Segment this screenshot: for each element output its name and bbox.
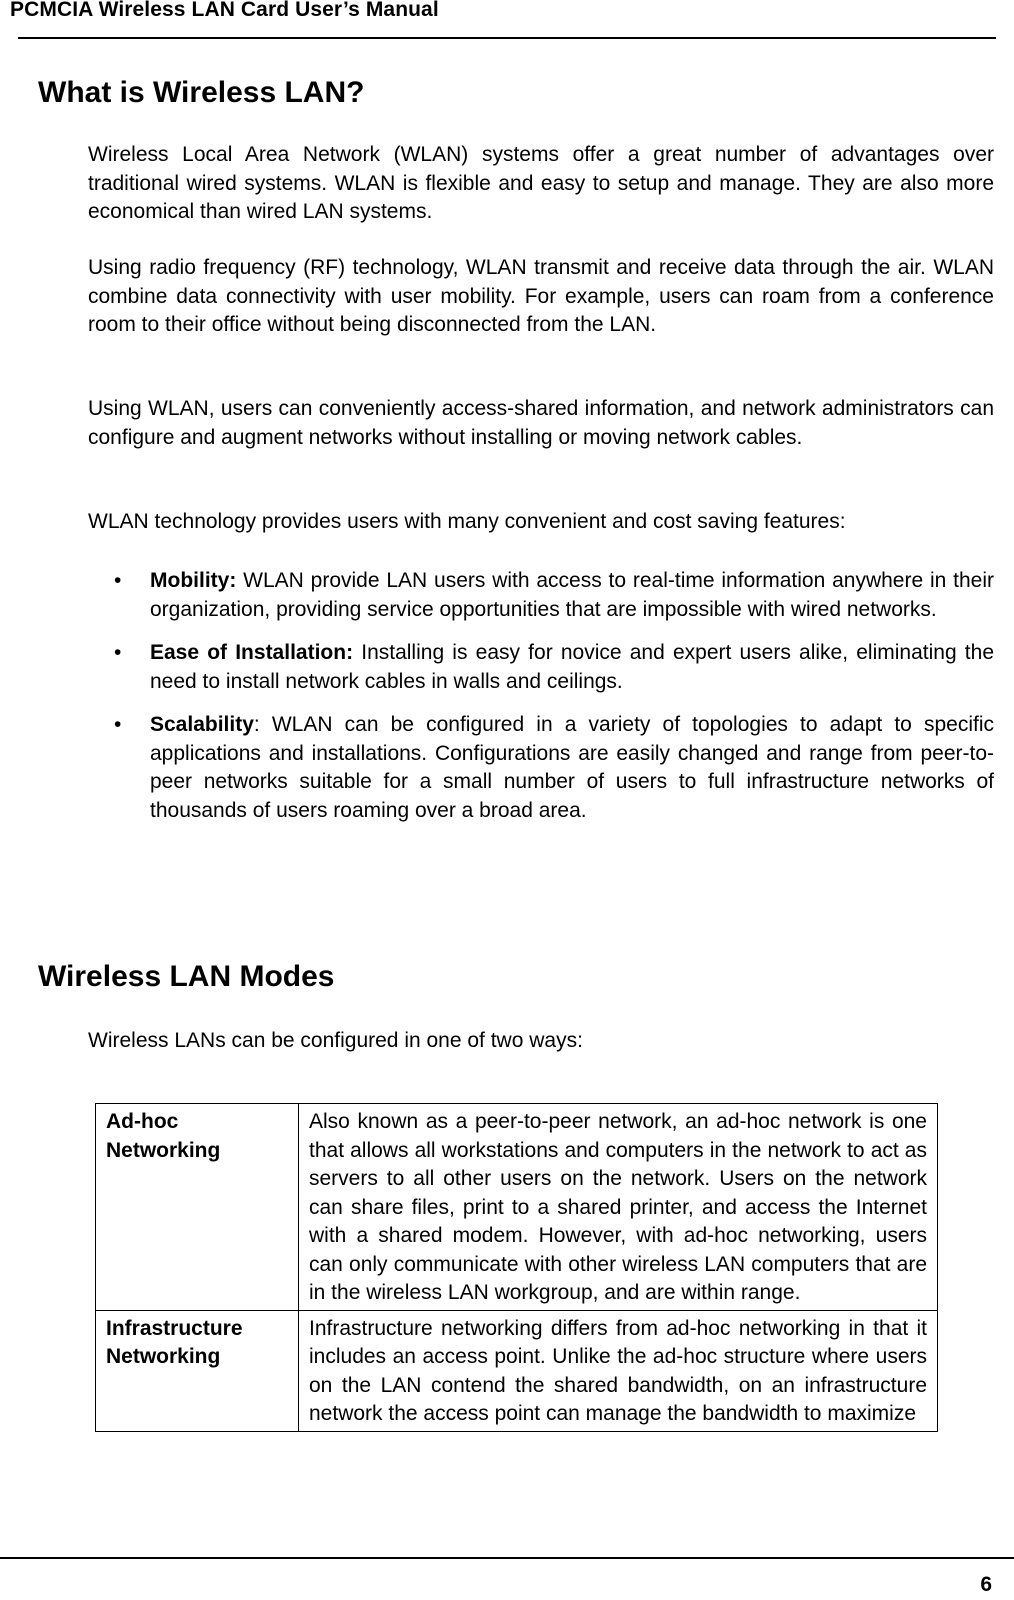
paragraph-features-intro: WLAN technology provides users with many convenient and cost saving features: [88, 510, 846, 533]
feature-item-scalability [88, 711, 994, 825]
bullet-icon: • [114, 569, 122, 592]
section-heading-what-is-wlan: What is Wireless LAN? [38, 76, 365, 109]
mode-description-adhoc: Also known as a peer-to-peer network, an ad-hoc network is one that allows all workstations and computers in the network to act as servers to all other users on the network. Users on the network can share files, print to a shared printer, and access the Internet with a shared modem. However, with ad-hoc networking, users can only communicate with other wireless LAN computers that are in the wireless LAN workgroup, and are within range. [299, 1104, 938, 1311]
header-rule [18, 37, 996, 39]
paragraph-intro: Wireless Local Area Network (WLAN) systems offer a great number of advantages over traditional wired systems. WLAN is flexible and easy to setup and manage. They are also more economical than wired LAN systems. [88, 143, 994, 223]
feature-term: Scalability [150, 713, 254, 736]
running-header-title: PCMCIA Wireless LAN Card User’s Manual [10, 0, 439, 21]
feature-text: : WLAN can be configured in a variety of topologies to adapt to specific applications and installations. Configurations are easily changed and range from peer-to-peer networks suitable for a small number of users to full infrastructure networks of thousands of users roaming over a broad area. [150, 713, 994, 822]
feature-term: Ease of Installation: [150, 641, 354, 664]
feature-list [88, 567, 994, 840]
modes-table [95, 1103, 938, 1432]
bullet-icon: • [114, 641, 122, 664]
table-row [96, 1310, 938, 1431]
page-number: 6 [980, 1573, 992, 1596]
mode-description-infrastructure: Infrastructure networking differs from ad-hoc networking in that it includes an access point. Unlike the ad-hoc structure where users on the LAN contend the shared bandwidth, on an infrastructure network the access point can manage the bandwidth to maximize [299, 1310, 938, 1431]
paragraph-modes-intro: Wireless LANs can be configured in one of two ways: [88, 1029, 583, 1052]
section-heading-wlan-modes: Wireless LAN Modes [38, 960, 335, 993]
paragraph-administrators: Using WLAN, users can conveniently access-shared information, and network administrators can configure and augment networks without installing or moving network cables. [88, 397, 994, 449]
table-row [96, 1104, 938, 1311]
feature-item-mobility [88, 567, 994, 624]
feature-text: Installing is easy for novice and expert users alike, eliminating the need to install network cables in walls and ceilings. [150, 641, 994, 693]
feature-item-ease-of-installation [88, 639, 994, 696]
footer-rule [0, 1557, 1014, 1559]
mode-term-infrastructure: Infrastructure Networking [96, 1310, 299, 1431]
feature-text: WLAN provide LAN users with access to real-time information anywhere in their organization, providing service opportunities that are impossible with wired networks. [150, 569, 994, 621]
paragraph-rf-technology: Using radio frequency (RF) technology, WLAN transmit and receive data through the air. WLAN combine data connectivity with user mobility. For example, users can roam from a conference room to their office without being disconnected from the LAN. [88, 256, 994, 336]
mode-term-adhoc: Ad-hoc Networking [96, 1104, 299, 1311]
feature-term: Mobility: [150, 569, 237, 592]
bullet-icon: • [114, 713, 122, 736]
